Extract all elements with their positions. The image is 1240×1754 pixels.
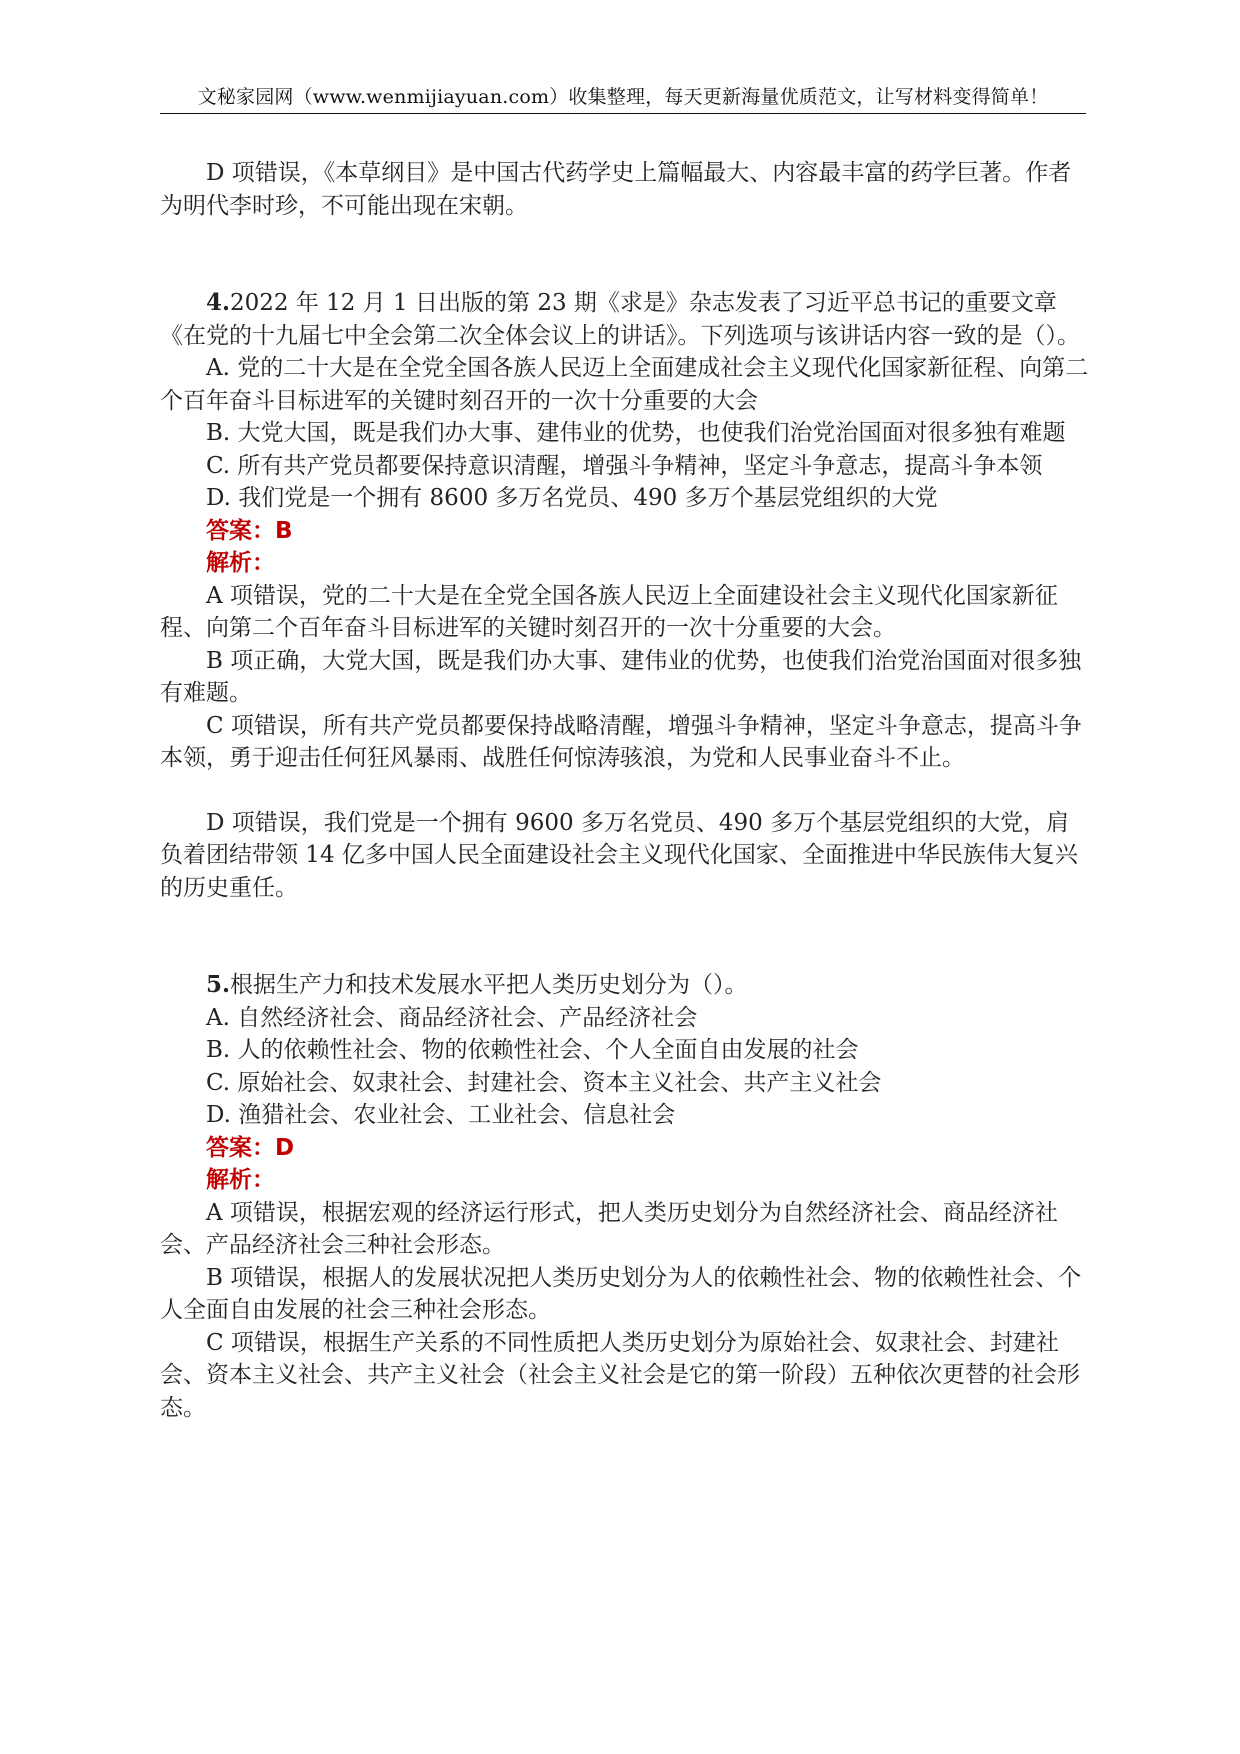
analysis-a: A 项错误，党的二十大是在全党全国各族人民迈上全面建设社会主义现代化国家新征程、向第二个百年奋斗目标进军的关键时刻召开的一次十分重要的大会。 (160, 582, 1058, 641)
analysis-b: B 项正确，大党大国，既是我们办大事、建伟业的优势，也使我们治党治国面对很多独有难题。 (160, 647, 1082, 706)
question-stem (160, 287, 1092, 352)
spacer (160, 904, 1092, 969)
spacer (160, 222, 1092, 287)
question-4 (160, 287, 1092, 904)
question-text: 2022 年 12 月 1 日出版的第 23 期《求是》杂志发表了习近平总书记的重要文章《在党的十九届七中全会第二次全体会议上的讲话》。下列选项与该讲话内容一致的是（）。 (160, 290, 1080, 349)
option-d: D. 我们党是一个拥有 8600 多万名党员、490 多万个基层党组织的大党 (206, 485, 938, 511)
question-stem (160, 969, 1092, 1002)
answer-label: 答案：D (206, 1134, 295, 1161)
prev-analysis-d: D 项错误，《本草纲目》是中国古代药学史上篇幅最大、内容最丰富的药学巨著。作者为明代李时珍，不可能出现在宋朝。 (160, 160, 1072, 219)
analysis-label: 解析： (206, 1167, 275, 1193)
analysis-c: C 项错误，所有共产党员都要保持战略清醒，增强斗争精神，坚定斗争意志，提高斗争本领，勇于迎击任何狂风暴雨、战胜任何惊涛骇浪，为党和人民事业奋斗不止。 (160, 712, 1082, 771)
analysis-a: A 项错误，根据宏观的经济运行形式，把人类历史划分为自然经济社会、商品经济社会、产品经济社会三种社会形态。 (160, 1199, 1058, 1258)
option-c: C. 原始社会、奴隶社会、封建社会、资本主义社会、共产主义社会 (206, 1069, 882, 1096)
answer-label: 答案：B (206, 517, 293, 544)
option-a: A. 自然经济社会、商品经济社会、产品经济社会 (206, 1004, 698, 1031)
question-number: 5. (206, 971, 231, 998)
option-b: B. 人的依赖性社会、物的依赖性社会、个人全面自由发展的社会 (206, 1037, 859, 1063)
analysis-c: C 项错误，根据生产关系的不同性质把人类历史划分为原始社会、奴隶社会、封建社会、资本主义社会、共产主义社会（社会主义社会是它的第一阶段）五种依次更替的社会形态。 (160, 1329, 1080, 1421)
option-c: C. 所有共产党员都要保持意识清醒，增强斗争精神，坚定斗争意志，提高斗争本领 (206, 452, 1043, 479)
option-b: B. 大党大国，既是我们办大事、建伟业的优势，也使我们治党治国面对很多独有难题 (206, 420, 1066, 446)
question-number: 4. (206, 289, 231, 316)
analysis-b: B 项错误，根据人的发展状况把人类历史划分为人的依赖性社会、物的依赖性社会、个人全面自由发展的社会三种社会形态。 (160, 1264, 1082, 1323)
option-a: A. 党的二十大是在全党全国各族人民迈上全面建成社会主义现代化国家新征程、向第二个百年奋斗目标进军的关键时刻召开的一次十分重要的大会 (160, 355, 1089, 414)
analysis-d: D 项错误，我们党是一个拥有 9600 多万名党员、490 多万个基层党组织的大党，肩负着团结带领 14 亿多中国人民全面建设社会主义现代化国家、全面推进中华民族伟大复兴的历史重任。 (160, 809, 1078, 901)
spacer (160, 775, 1092, 807)
question-text: 根据生产力和技术发展水平把人类历史划分为（）。 (230, 972, 748, 998)
question-5 (160, 969, 1092, 1424)
document-body (160, 157, 1092, 1424)
option-d: D. 渔猎社会、农业社会、工业社会、信息社会 (206, 1102, 676, 1128)
analysis-label: 解析： (206, 550, 275, 576)
page-header: 文秘家园网（www.wenmijiayuan.com）收集整理，每天更新海量优质范文，让写材料变得简单！ (160, 84, 1086, 114)
